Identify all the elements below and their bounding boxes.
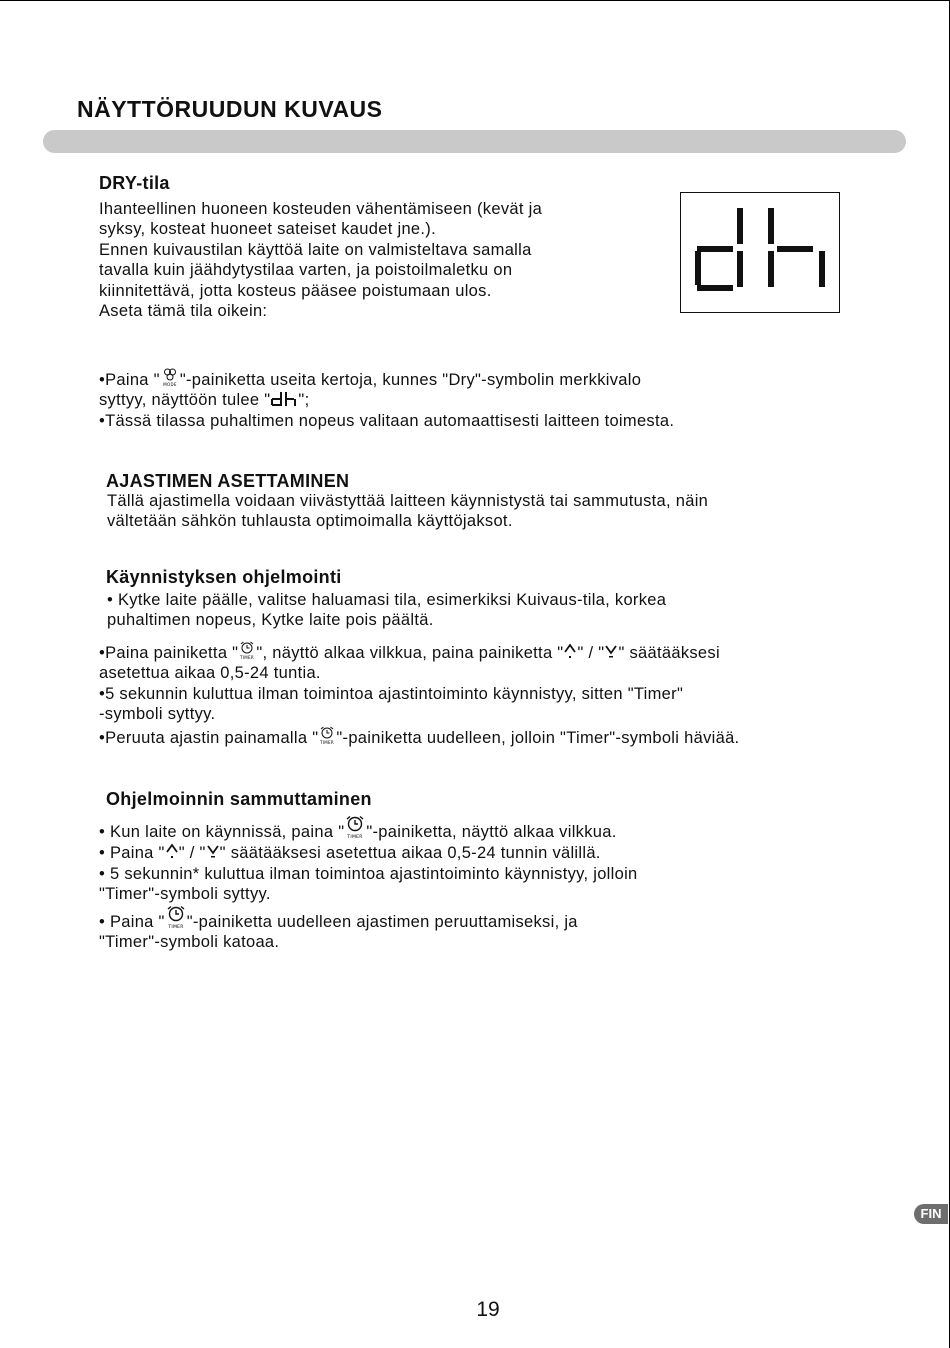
svg-text:TIMER: TIMER: [167, 924, 184, 929]
svg-text:TIMER: TIMER: [240, 655, 255, 660]
dry-intro-line: Ihanteellinen huoneen kosteuden vähentämiseen (kevät ja: [99, 200, 543, 218]
up-arrow-icon: [563, 642, 577, 660]
shutdown-lines: • Kun laite on käynnissä, paina " TIMER "-painiketta, näyttö alkaa vilkkua. • Paina " " / " " säätääksesi asetettua aikaa 0,5-24 tunnin välillä. • 5 sekunnin* kuluttua ilman toimintoa ajastintoiminto käynnistyy, jolloin "Timer"-symboli syttyy. • Paina " TIMER "-painiketta uudelleen ajastimen peruuttamiseksi, ja "Timer"-symboli katoaa.: [99, 815, 638, 952]
down-arrow-icon: [206, 842, 220, 860]
timer-intro: Tällä ajastimella voidaan viivästyttää laitteen käynnistystä tai sammutusta, näin vältetään sähkön tuhlausta optimoimalla käyttöjaksot.: [107, 492, 709, 531]
dry-intro-line: kiinnitettävä, jotta kosteus pääsee poistumaan ulos.: [99, 281, 492, 300]
startup-heading: Käynnistyksen ohjelmointi: [106, 567, 342, 587]
page-number: 19: [476, 1298, 500, 1321]
page-title: NÄYTTÖRUUDUN KUVAUS: [77, 96, 383, 122]
dry-intro-line: Ennen kuivaustilan käyttöä laite on valmisteltava samalla: [99, 240, 532, 259]
svg-text:TIMER: TIMER: [347, 835, 364, 839]
startup-intro: • Kytke laite päälle, valitse haluamasi tila, esimerkiksi Kuivaus-tila, korkea puhaltimen nopeus, Kytke laite pois päältä.: [107, 591, 667, 630]
title-underline-bar: [43, 130, 906, 153]
timer-button-icon: [238, 640, 256, 660]
startup-bullets: •Paina painiketta " TIMER ", näyttö alkaa vilkkua, paina painiketta " " / " " säätääksesi asetettua aikaa 0,5-24 tuntia. •5 sekunnin kuluttua ilman toimintoa ajastintoiminto käynnistyy, sitten "Timer" -symboli syttyy. •Peruuta ajastin painamalla " TIMER "-painiketta uudelleen, jolloin "Timer"-symboli häviää.: [99, 640, 739, 748]
dry-bullets: •Paina " MODE "-painiketta useita kertoja, kunnes "Dry"-symbolin merkkivalo syttyy, näyttöön tulee " "; •Tässä tilassa puhaltimen nopeus valitaan automaattisesti laitteen toimesta.: [99, 367, 674, 431]
timer-button-icon: [165, 905, 187, 929]
dry-intro-line: Aseta tämä tila oikein:: [99, 302, 268, 321]
timer-heading: AJASTIMEN ASETTAMINEN: [106, 471, 350, 491]
svg-text:TIMER: TIMER: [320, 739, 335, 745]
dry-intro-line: syksy, kosteat huoneet sateiset kaudet jne.).: [99, 220, 436, 239]
down-arrow-icon: [604, 642, 618, 660]
page-border-top: [0, 0, 950, 1]
mode-button-icon: [160, 367, 180, 387]
dh-segment-display: [681, 193, 839, 312]
shutdown-heading: Ohjelmoinnin sammuttaminen: [106, 789, 372, 809]
dry-intro-line: tavalla kuin jäähdytystilaa varten, ja poistoilmaletku on: [99, 261, 513, 280]
dry-heading: DRY-tila: [99, 173, 170, 193]
timer-button-icon: [344, 815, 366, 839]
dry-intro: [99, 199, 542, 321]
dh-display-illustration: [680, 192, 840, 313]
timer-button-icon: [318, 725, 336, 745]
language-tab-badge: FIN: [914, 1204, 948, 1224]
dh-symbol-icon: [270, 391, 298, 407]
up-arrow-icon: [165, 842, 179, 860]
svg-text:MODE: MODE: [163, 382, 177, 387]
